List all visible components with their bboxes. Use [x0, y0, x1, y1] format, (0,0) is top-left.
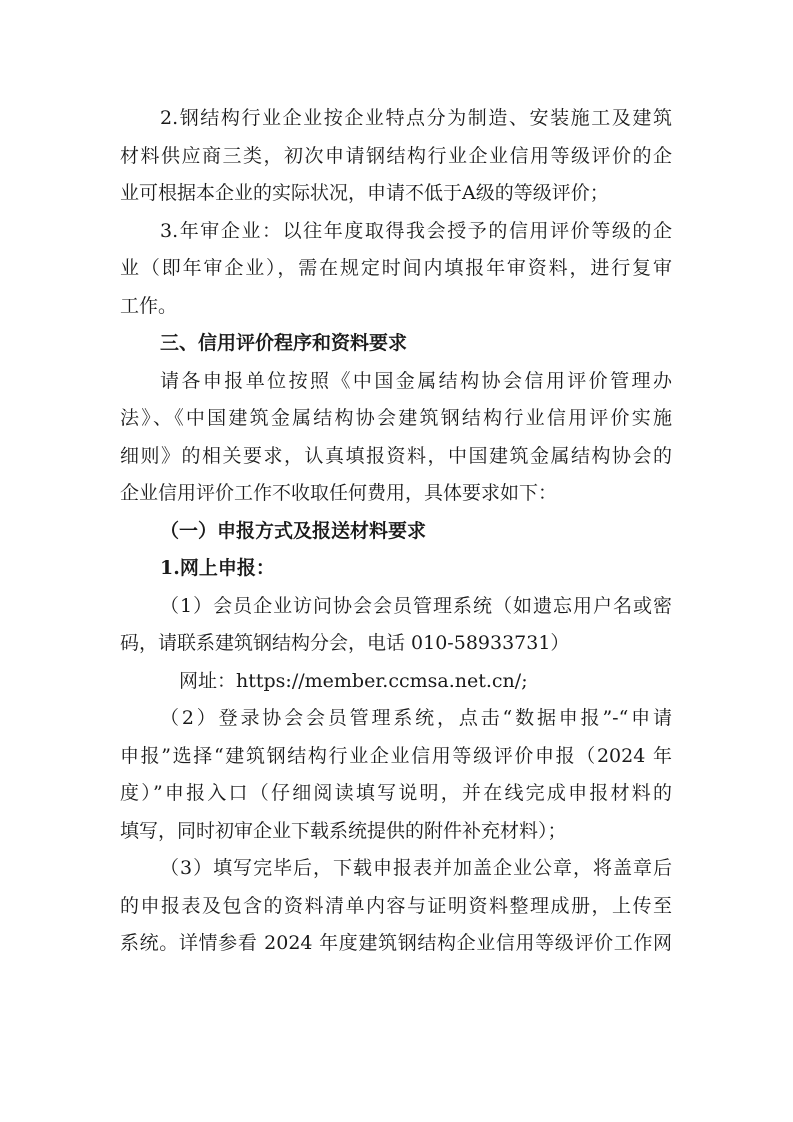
text-line: 网址：https://member.ccmsa.net.cn/;	[179, 669, 528, 692]
text-line: 度）”申报入口（仔细阅读填写说明，并在线完成申报材料的	[120, 782, 672, 804]
text-line: 业（即年审企业），需在规定时间内填报年审资料，进行复审	[120, 257, 672, 279]
text-line: 工作。	[120, 294, 178, 317]
text-line: 细则》的相关要求，认真填报资料，中国建筑金属结构协会的	[120, 444, 672, 467]
text-line: 请各申报单位按照《中国金属结构协会信用评价管理办	[160, 369, 672, 392]
text-line: （1）会员企业访问协会会员管理系统（如遗忘用户名或密	[160, 594, 672, 617]
text-line: 3.年审企业：以往年度取得我会授予的信用评价等级的企	[160, 219, 672, 242]
text-line: （3）填写完毕后，下载申报表并加盖企业公章，将盖章后	[160, 857, 672, 879]
text-line: 的申报表及包含的资料清单内容与证明资料整理成册，上传至	[120, 894, 672, 917]
text-line: 企业信用评价工作不收取任何费用，具体要求如下：	[120, 482, 558, 504]
section-heading: （一）申报方式及报送材料要求	[160, 519, 427, 542]
text-line: 申报”选择“建筑钢结构行业企业信用等级评价申报（2024 年	[120, 744, 672, 767]
section-heading: 三、信用评价程序和资料要求	[160, 332, 408, 354]
text-line: 码，请联系建筑钢结构分会，电话 010-58933731）	[120, 632, 570, 654]
text-line: 法》、《中国建筑金属结构协会建筑钢结构行业信用评价实施	[120, 407, 672, 429]
document-body	[120, 100, 672, 963]
text-line: （2）登录协会会员管理系统，点击“数据申报”-“申请	[160, 707, 672, 729]
text-line: 业可根据本企业的实际状况，申请不低于A级的等级评价；	[120, 182, 609, 204]
text-line: 2.钢结构行业企业按企业特点分为制造、安装施工及建筑	[160, 107, 672, 129]
text-line: 填写，同时初审企业下载系统提供的附件补充材料）；	[120, 819, 567, 842]
text-line: 系统。详情参看 2024 年度建筑钢结构企业信用等级评价工作网	[120, 932, 672, 954]
text-line: 材料供应商三类，初次申请钢结构行业企业信用等级评价的企	[120, 144, 672, 167]
text-line: 1.网上申报：	[160, 557, 275, 579]
